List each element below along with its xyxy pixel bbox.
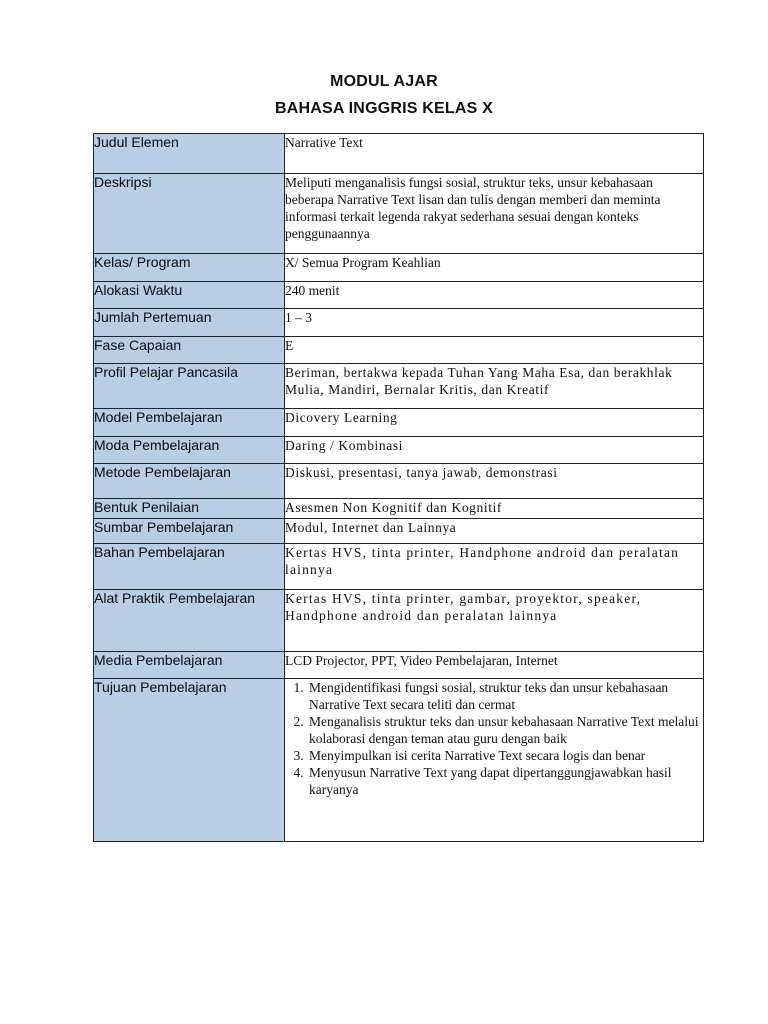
row-kelas-program bbox=[94, 254, 704, 282]
row-fase-capaian bbox=[94, 337, 704, 364]
row-value: 240 menit bbox=[285, 282, 704, 309]
row-value: Modul, Internet dan Lainnya bbox=[285, 519, 704, 544]
tujuan-list bbox=[285, 679, 703, 798]
row-value: Meliputi menganalisis fungsi sosial, struktur teks, unsur kebahasaan beberapa Narrative Text lisan dan tulis dengan memberi dan meminta informasi terkait legenda rakyat sederhana sesuai dengan konteks penggunaannya bbox=[285, 174, 704, 254]
row-value bbox=[285, 679, 704, 842]
list-item: 4. Menyusun Narrative Text yang dapat dipertanggungjawabkan hasil karyanya bbox=[307, 764, 703, 798]
row-label: Kelas/ Program bbox=[94, 254, 285, 282]
title-line-1: MODUL AJAR bbox=[330, 73, 438, 90]
list-item: 1. Mengidentifikasi fungsi sosial, struktur teks dan unsur kebahasaan Narrative Text secara teliti dan cermat bbox=[307, 679, 703, 713]
row-alat-praktik-pembelajaran bbox=[94, 590, 704, 652]
row-value: Kertas HVS, tinta printer, Handphone android dan peralatan lainnya bbox=[285, 544, 704, 590]
row-label: Profil Pelajar Pancasila bbox=[94, 364, 285, 409]
row-label: Alat Praktik Pembelajaran bbox=[94, 590, 285, 652]
row-judul-elemen bbox=[94, 134, 704, 174]
row-tujuan-pembelajaran bbox=[94, 679, 704, 842]
row-label: Model Pembelajaran bbox=[94, 409, 285, 437]
row-value: Narrative Text bbox=[285, 134, 704, 174]
row-label: Media Pembelajaran bbox=[94, 652, 285, 679]
row-label: Bentuk Penilaian bbox=[94, 499, 285, 519]
row-media-pembelajaran bbox=[94, 652, 704, 679]
row-bahan-pembelajaran bbox=[94, 544, 704, 590]
row-value: LCD Projector, PPT, Video Pembelajaran, Internet bbox=[285, 652, 704, 679]
list-item: 2. Menganalisis struktur teks dan unsur kebahasaan Narrative Text melalui kolaborasi dengan teman atau guru dengan baik bbox=[307, 713, 703, 747]
row-value: Asesmen Non Kognitif dan Kognitif bbox=[285, 499, 704, 519]
row-label: Deskripsi bbox=[94, 174, 285, 254]
row-profil-pelajar-pancasila bbox=[94, 364, 704, 409]
row-value: Dicovery Learning bbox=[285, 409, 704, 437]
row-label: Tujuan Pembelajaran bbox=[94, 679, 285, 842]
row-label: Alokasi Waktu bbox=[94, 282, 285, 309]
row-value: Diskusi, presentasi, tanya jawab, demonstrasi bbox=[285, 464, 704, 499]
row-label: Metode Pembelajaran bbox=[94, 464, 285, 499]
row-label: Sumbar Pembelajaran bbox=[94, 519, 285, 544]
row-value: Beriman, bertakwa kepada Tuhan Yang Maha Esa, dan berakhlak Mulia, Mandiri, Bernalar Kritis, dan Kreatif bbox=[285, 364, 704, 409]
title-line-2: BAHASA INGGRIS KELAS X bbox=[274, 100, 494, 117]
row-value: E bbox=[285, 337, 704, 364]
row-label: Moda Pembelajaran bbox=[94, 437, 285, 464]
row-deskripsi bbox=[94, 174, 704, 254]
row-value: 1 – 3 bbox=[285, 309, 704, 337]
row-sumbar-pembelajaran bbox=[94, 519, 704, 544]
row-jumlah-pertemuan bbox=[94, 309, 704, 337]
row-model-pembelajaran bbox=[94, 409, 704, 437]
row-value: Kertas HVS, tinta printer, gambar, proyektor, speaker, Handphone android dan peralatan lainnya bbox=[285, 590, 704, 652]
list-item: 3. Menyimpulkan isi cerita Narrative Text secara logis dan benar bbox=[307, 747, 703, 764]
row-label: Jumlah Pertemuan bbox=[94, 309, 285, 337]
modul-table bbox=[93, 133, 704, 842]
row-label: Bahan Pembelajaran bbox=[94, 544, 285, 590]
row-label: Judul Elemen bbox=[94, 134, 285, 174]
row-bentuk-penilaian bbox=[94, 499, 704, 519]
row-value: X/ Semua Program Keahlian bbox=[285, 254, 704, 282]
row-moda-pembelajaran bbox=[94, 437, 704, 464]
row-label: Fase Capaian bbox=[94, 337, 285, 364]
row-alokasi-waktu bbox=[94, 282, 704, 309]
document-title bbox=[0, 68, 768, 122]
row-value: Daring / Kombinasi bbox=[285, 437, 704, 464]
row-metode-pembelajaran bbox=[94, 464, 704, 499]
